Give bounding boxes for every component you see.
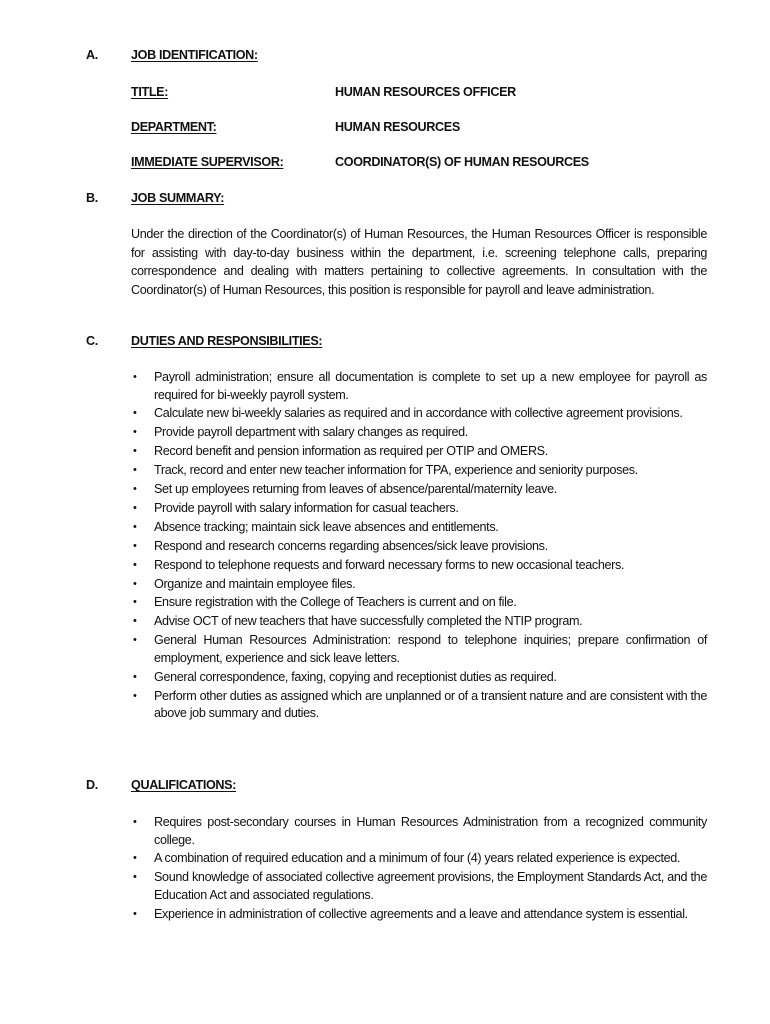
list-item bbox=[131, 632, 707, 667]
bullet-icon: • bbox=[133, 615, 137, 628]
list-item bbox=[131, 443, 707, 461]
section-a-heading: JOB IDENTIFICATION: bbox=[131, 48, 258, 62]
duty-text: Organize and maintain employee files. bbox=[154, 576, 356, 591]
list-item bbox=[131, 424, 707, 442]
list-item bbox=[131, 519, 707, 537]
list-item bbox=[131, 500, 707, 518]
qualification-text: Experience in administration of collective agreements and a leave and attendance system is essential. bbox=[154, 906, 688, 921]
list-item bbox=[131, 688, 707, 723]
list-item bbox=[131, 594, 707, 612]
duty-text: General correspondence, faxing, copying and receptionist duties as required. bbox=[154, 669, 557, 684]
supervisor-value: COORDINATOR(S) OF HUMAN RESOURCES bbox=[335, 155, 589, 169]
duty-text: General Human Resources Administration: respond to telephone inquiries; prepare confirmation of employment, experience and sick leave letters. bbox=[154, 633, 707, 665]
duty-text: Perform other duties as assigned which are unplanned or of a transient nature and are consistent with the above job summary and duties. bbox=[154, 688, 707, 721]
bullet-icon: • bbox=[133, 670, 137, 683]
duty-text: Record benefit and pension information as required per OTIP and OMERS. bbox=[154, 444, 548, 459]
bullet-icon: • bbox=[133, 483, 137, 496]
title-label: TITLE: bbox=[131, 85, 169, 99]
list-item bbox=[131, 850, 707, 868]
bullet-icon: • bbox=[133, 689, 137, 702]
bullet-icon: • bbox=[133, 426, 137, 439]
duty-text: Respond to telephone requests and forward necessary forms to new occasional teachers. bbox=[154, 557, 625, 572]
section-d-heading: QUALIFICATIONS: bbox=[131, 778, 237, 792]
section-b-letter: B. bbox=[86, 191, 98, 205]
duty-text: Respond and research concerns regarding absences/sick leave provisions. bbox=[154, 538, 548, 553]
qualification-text: Sound knowledge of associated collective agreement provisions, the Employment Standards Act, and the Education Act and associated regulations. bbox=[154, 870, 707, 902]
department-label: DEPARTMENT: bbox=[131, 120, 217, 134]
section-a-letter: A. bbox=[86, 48, 98, 62]
list-item bbox=[131, 869, 707, 904]
bullet-icon: • bbox=[133, 445, 137, 458]
list-item bbox=[131, 576, 707, 594]
duty-text: Payroll administration; ensure all documentation is complete to set up a new employee for payroll as required for bi-weekly payroll system. bbox=[154, 370, 707, 402]
bullet-icon: • bbox=[133, 501, 137, 514]
list-item bbox=[131, 669, 707, 687]
list-item bbox=[131, 481, 707, 499]
duties-list bbox=[131, 369, 707, 724]
duty-text: Provide payroll with salary information for casual teachers. bbox=[154, 500, 459, 515]
bullet-icon: • bbox=[133, 634, 137, 647]
bullet-icon: • bbox=[133, 816, 137, 828]
list-item bbox=[131, 557, 707, 575]
bullet-icon: • bbox=[133, 558, 137, 571]
list-item bbox=[131, 405, 707, 423]
bullet-icon: • bbox=[133, 907, 137, 920]
bullet-icon: • bbox=[133, 520, 137, 533]
supervisor-label: IMMEDIATE SUPERVISOR: bbox=[131, 155, 284, 169]
section-d-letter: D. bbox=[86, 778, 98, 792]
job-summary-paragraph: Under the direction of the Coordinator(s) of Human Resources, the Human Resources Officer is responsible for assisting with day-to-day business within the department, i.e. screening telephone calls, preparing correspondence and dealing with matters pertaining to collective agreements. In consultation with the Coordinator(s) of Human Resources, this position is responsible for payroll and leave administration. bbox=[131, 227, 707, 297]
department-value: HUMAN RESOURCES bbox=[335, 120, 460, 134]
list-item bbox=[131, 538, 707, 556]
section-c-heading: DUTIES AND RESPONSIBILITIES: bbox=[131, 334, 323, 348]
qualification-text: Requires post-secondary courses in Human Resources Administration from a recognized community college. bbox=[154, 815, 707, 847]
duty-text: Advise OCT of new teachers that have successfully completed the NTIP program. bbox=[154, 614, 583, 629]
bullet-icon: • bbox=[133, 464, 137, 477]
list-item bbox=[131, 613, 707, 631]
title-value: HUMAN RESOURCES OFFICER bbox=[335, 85, 516, 99]
duty-text: Provide payroll department with salary changes as required. bbox=[154, 425, 468, 440]
list-item bbox=[131, 906, 707, 924]
section-b-heading: JOB SUMMARY: bbox=[131, 191, 225, 205]
list-item bbox=[131, 369, 707, 404]
qualification-text: A combination of required education and a minimum of four (4) years related experience is expected. bbox=[154, 851, 681, 866]
bullet-icon: • bbox=[133, 539, 137, 552]
bullet-icon: • bbox=[133, 852, 137, 865]
bullet-icon: • bbox=[133, 371, 137, 383]
section-c-letter: C. bbox=[86, 334, 98, 348]
duty-text: Absence tracking; maintain sick leave absences and entitlements. bbox=[154, 519, 499, 534]
bullet-icon: • bbox=[133, 577, 137, 590]
bullet-icon: • bbox=[133, 871, 137, 884]
bullet-icon: • bbox=[133, 596, 137, 609]
duty-text: Set up employees returning from leaves of absence/parental/maternity leave. bbox=[154, 482, 557, 497]
duty-text: Calculate new bi-weekly salaries as required and in accordance with collective agreement provisions. bbox=[154, 406, 683, 421]
bullet-icon: • bbox=[133, 407, 137, 420]
list-item bbox=[131, 814, 707, 849]
list-item bbox=[131, 462, 707, 480]
duty-text: Track, record and enter new teacher information for TPA, experience and seniority purposes. bbox=[154, 463, 638, 478]
duty-text: Ensure registration with the College of Teachers is current and on file. bbox=[154, 595, 517, 610]
qualifications-list bbox=[131, 814, 707, 925]
